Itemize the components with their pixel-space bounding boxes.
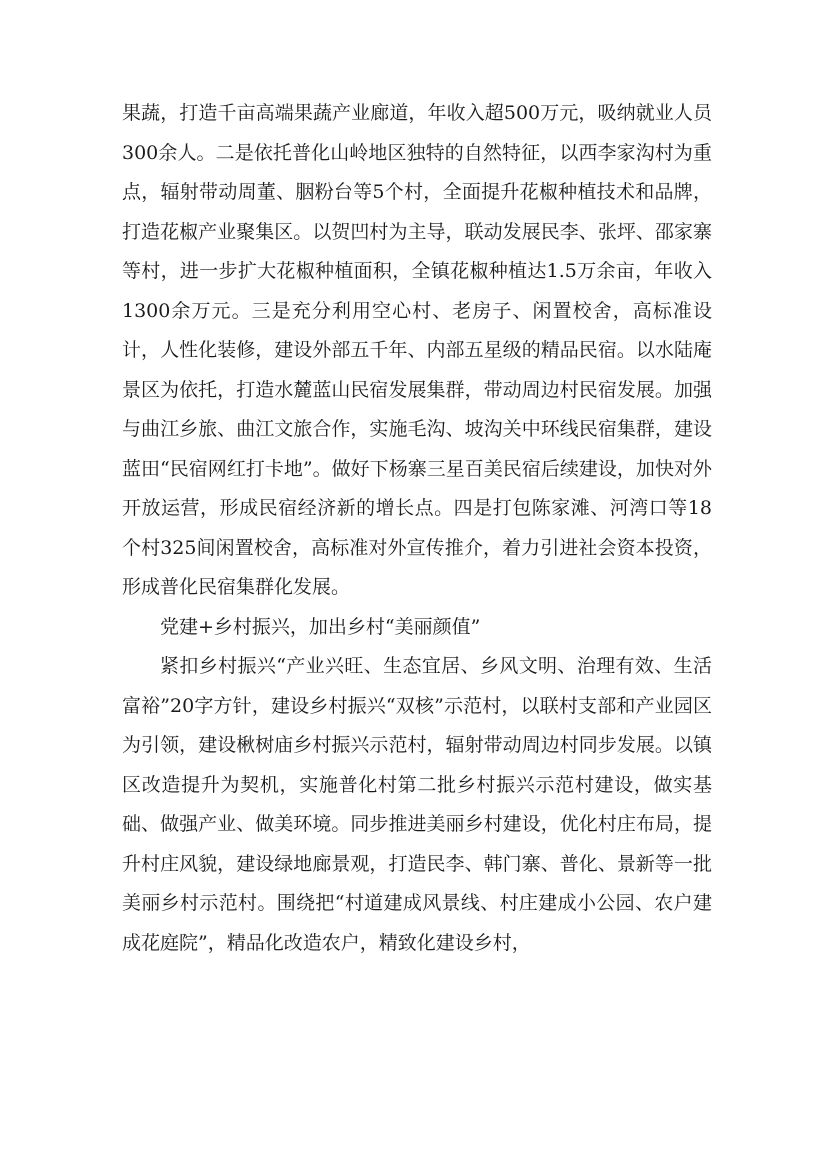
paragraph-body: 紧扣乡村振兴“产业兴旺、生态宜居、乡风文明、治理有效、生活富裕”20字方针，建设乡村振兴“双核”示范村，以联村支部和产业园区为引领，建设楸树庙乡村振兴示范村，辐射带动周边村同步发展。以镇区改造提升为契机，实施普化村第二批乡村振兴示范村建设，做实基础、做强产业、做美环境。同步推进美丽乡村建设，优化村庄布局，提升村庄风貌，建设绿地廊景观，打造民李、韩门寨、普化、景新等一批美丽乡村示范村。围绕把“村道建成风景线、村庄建成小公园、农户建成花庭院”，精品化改造农户，精致化建设乡村， xyxy=(122,655,712,954)
section-heading: 党建+乡村振兴，加出乡村“美丽颜值” xyxy=(160,615,481,638)
document-body xyxy=(122,94,712,963)
paragraph-continuation: 果蔬，打造千亩高端果蔬产业廊道，年收入超500万元，吸纳就业人员300余人。二是依托普化山岭地区独特的自然特征，以西李家沟村为重点，辐射带动周董、胭粉台等5个村，全面提升花椒种植技术和品牌，打造花椒产业聚集区。以贺凹村为主导，联动发展民李、张坪、邵家寨等村，进一步扩大花椒种植面积，全镇花椒种植达1.5万余亩，年收入1300余万元。三是充分利用空心村、老房子、闲置校舍，高标准设计，人性化装修，建设外部五千年、内部五星级的精品民宿。以水陆庵景区为依托，打造水麓蓝山民宿发展集群，带动周边村民宿发展。加强与曲江乡旅、曲江文旅合作，实施毛沟、坡沟关中环线民宿集群，建设蓝田“民宿网红打卡地”。做好下杨寨三星百美民宿后续建设，加快对外开放运营，形成民宿经济新的增长点。四是打包陈家滩、河湾口等18个村325间闲置校舍，高标准对外宣传推介，着力引进社会资本投资，形成普化民宿集群化发展。 xyxy=(122,102,712,598)
